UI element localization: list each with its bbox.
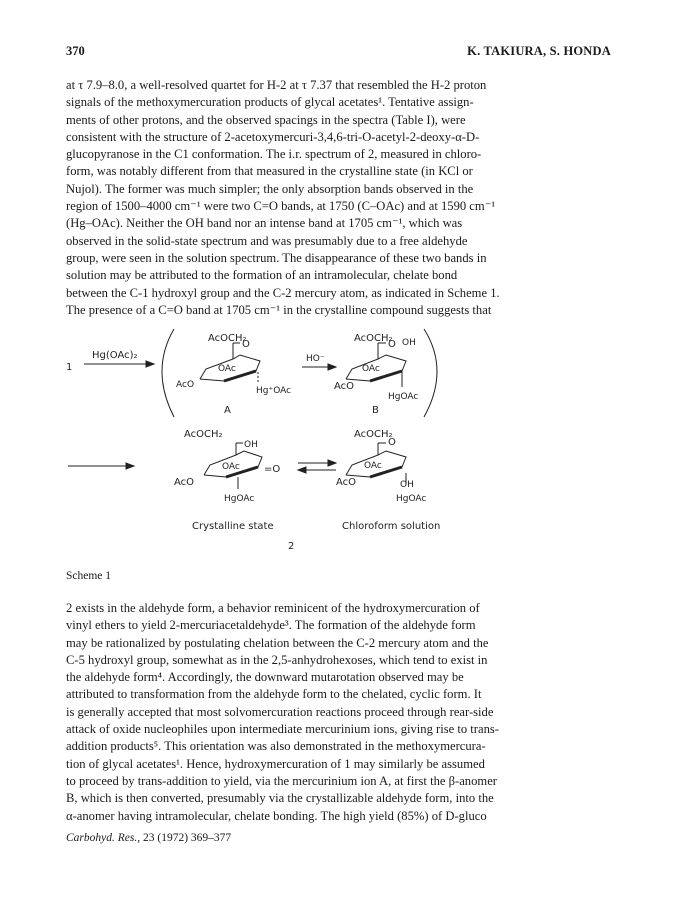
- text-line: consistent with the structure of 2-acetoxymercuri-3,4,6-tri-O-acetyl-2-deoxy-α-D-: [66, 129, 480, 144]
- text-line: region of 1500–4000 cm⁻¹ were two C=O bands, at 1750 (C–OAc) and at 1590 cm⁻¹: [66, 199, 496, 214]
- text-line: (Hg–OAc). Neither the OH band nor an intense band at 1705 cm⁻¹, which was: [66, 216, 463, 231]
- compound-2-label: 2: [288, 541, 295, 552]
- ring-o-solution: O: [388, 437, 396, 448]
- scheme-caption: Scheme 1: [66, 570, 112, 582]
- running-head-authors: K. TAKIURA, S. HONDA: [467, 44, 611, 58]
- paragraph-1: [66, 77, 614, 319]
- text-line: tion of glycal acetates¹. Hence, hydroxymercuration of 1 may similarly be assumed: [66, 756, 485, 771]
- journal-volume: 23 (1972) 369–377: [142, 832, 232, 844]
- group-oac-b: OAc: [362, 364, 380, 374]
- scheme-1-diagram: [66, 325, 614, 565]
- text-line: form, was notably different from that measured in the crystalline state (in KCl or: [66, 164, 473, 179]
- text-line: The presence of a C=O band at 1705 cm⁻¹ in the crystalline compound suggests that: [66, 302, 492, 317]
- compound-b-label: B: [372, 405, 379, 416]
- group-oac-crystal: OAc: [222, 462, 240, 472]
- compound-a-label: A: [224, 405, 231, 416]
- text-line: C-5 hydroxyl group, somewhat as in the 2,5-anhydrohexoses, which tend to exist in: [66, 652, 488, 667]
- text-line: addition products⁵. This orientation was also demonstrated in the methoxymercura-: [66, 739, 486, 754]
- state-solution-label: Chloroform solution: [342, 521, 441, 532]
- group-oh-b: OH: [402, 338, 416, 348]
- group-acoch2-b: AcOCH₂: [354, 333, 393, 344]
- text-line: to proceed by trans-addition to yield, via the mercurinium ion A, at first the β-anomer: [66, 773, 497, 788]
- text-line: glucopyranose in the C1 conformation. The i.r. spectrum of 2, measured in chloro-: [66, 147, 482, 162]
- page-number: 370: [66, 44, 85, 58]
- text-line: α-anomer having intramolecular, chelate bonding. The high yield (85%) of D-gluco: [66, 808, 487, 823]
- state-crystalline-label: Crystalline state: [192, 521, 274, 532]
- group-oh-solution: OH: [400, 480, 414, 490]
- paragraph-2: [66, 600, 614, 825]
- group-aco-crystal: AcO: [174, 477, 195, 488]
- text-line: may be rationalized by postulating chelation between the C-2 mercury atom and the: [66, 635, 489, 650]
- group-acoch2-solution: AcOCH₂: [354, 429, 393, 440]
- text-line: observed in the solid-state spectrum and was presumably due to a free aldehyde: [66, 233, 468, 248]
- text-line: ments of other protons, and the observed spacings in the spectra (Table I), were: [66, 112, 466, 127]
- reagent-label: Hg(OAc)₂: [92, 350, 138, 361]
- group-hg-plus-oac: Hg⁺OAc: [256, 386, 292, 396]
- aldehyde-o: =O: [264, 464, 281, 475]
- group-oac-solution: OAc: [364, 461, 382, 471]
- text-line: group, were seen in the solution spectrum. The disappearance of these two bands in: [66, 250, 487, 265]
- text-line: between the C-1 hydroxyl group and the C-2 mercury atom, as indicated in Scheme 1.: [66, 285, 500, 300]
- text-line: attributed to transformation from the aldehyde form to the chelated, cyclic form. It: [66, 687, 482, 702]
- text-line: vinyl ethers to yield 2-mercuriacetaldehyde³. The formation of the aldehyde form: [66, 618, 476, 633]
- journal-footer: [66, 832, 231, 844]
- ring-o-b: O: [388, 339, 396, 350]
- text-line: is generally accepted that most solvomercuration reactions proceed through rear-side: [66, 704, 494, 719]
- group-hgoac-b: HgOAc: [388, 392, 419, 402]
- group-oac-a: OAc: [218, 364, 236, 374]
- text-line: B, which is then converted, presumably via the crystallizable aldehyde form, into the: [66, 791, 494, 806]
- group-hgoac-solution: HgOAc: [396, 494, 427, 504]
- group-aco-a: AcO: [176, 380, 195, 390]
- reagent-hydroxide: HO⁻: [306, 354, 325, 364]
- text-line: solution may be attributed to the formation of an intramolecular, chelate bond: [66, 268, 458, 283]
- group-acoch2-crystal: AcOCH₂: [184, 429, 223, 440]
- text-line: at τ 7.9–8.0, a well-resolved quartet for H-2 at τ 7.37 that resembled the H-2 proton: [66, 78, 487, 92]
- page-header: [66, 44, 611, 62]
- group-acoch2-a: AcOCH₂: [208, 333, 247, 344]
- text-line: Nujol). The former was much simpler; the only absorption bands observed in the: [66, 181, 474, 196]
- ring-o-a: O: [242, 339, 250, 350]
- group-hgoac-crystal: HgOAc: [224, 494, 255, 504]
- text-line: 2 exists in the aldehyde form, a behavior reminicent of the hydroxymercuration of: [66, 601, 480, 615]
- group-oh-crystal: OH: [244, 440, 258, 450]
- text-line: signals of the methoxymercuration products of glycal acetates¹. Tentative assign-: [66, 95, 474, 110]
- group-aco-solution: AcO: [336, 477, 357, 488]
- text-line: the aldehyde form⁴. Accordingly, the downward mutarotation observed may be: [66, 670, 464, 685]
- text-line: attack of oxide nucleophiles upon intermediate mercurinium ions, giving rise to trans-: [66, 722, 499, 737]
- journal-name: Carbohyd. Res.,: [66, 832, 141, 844]
- compound-1-label: 1: [66, 362, 73, 373]
- group-aco-b: AcO: [334, 381, 355, 392]
